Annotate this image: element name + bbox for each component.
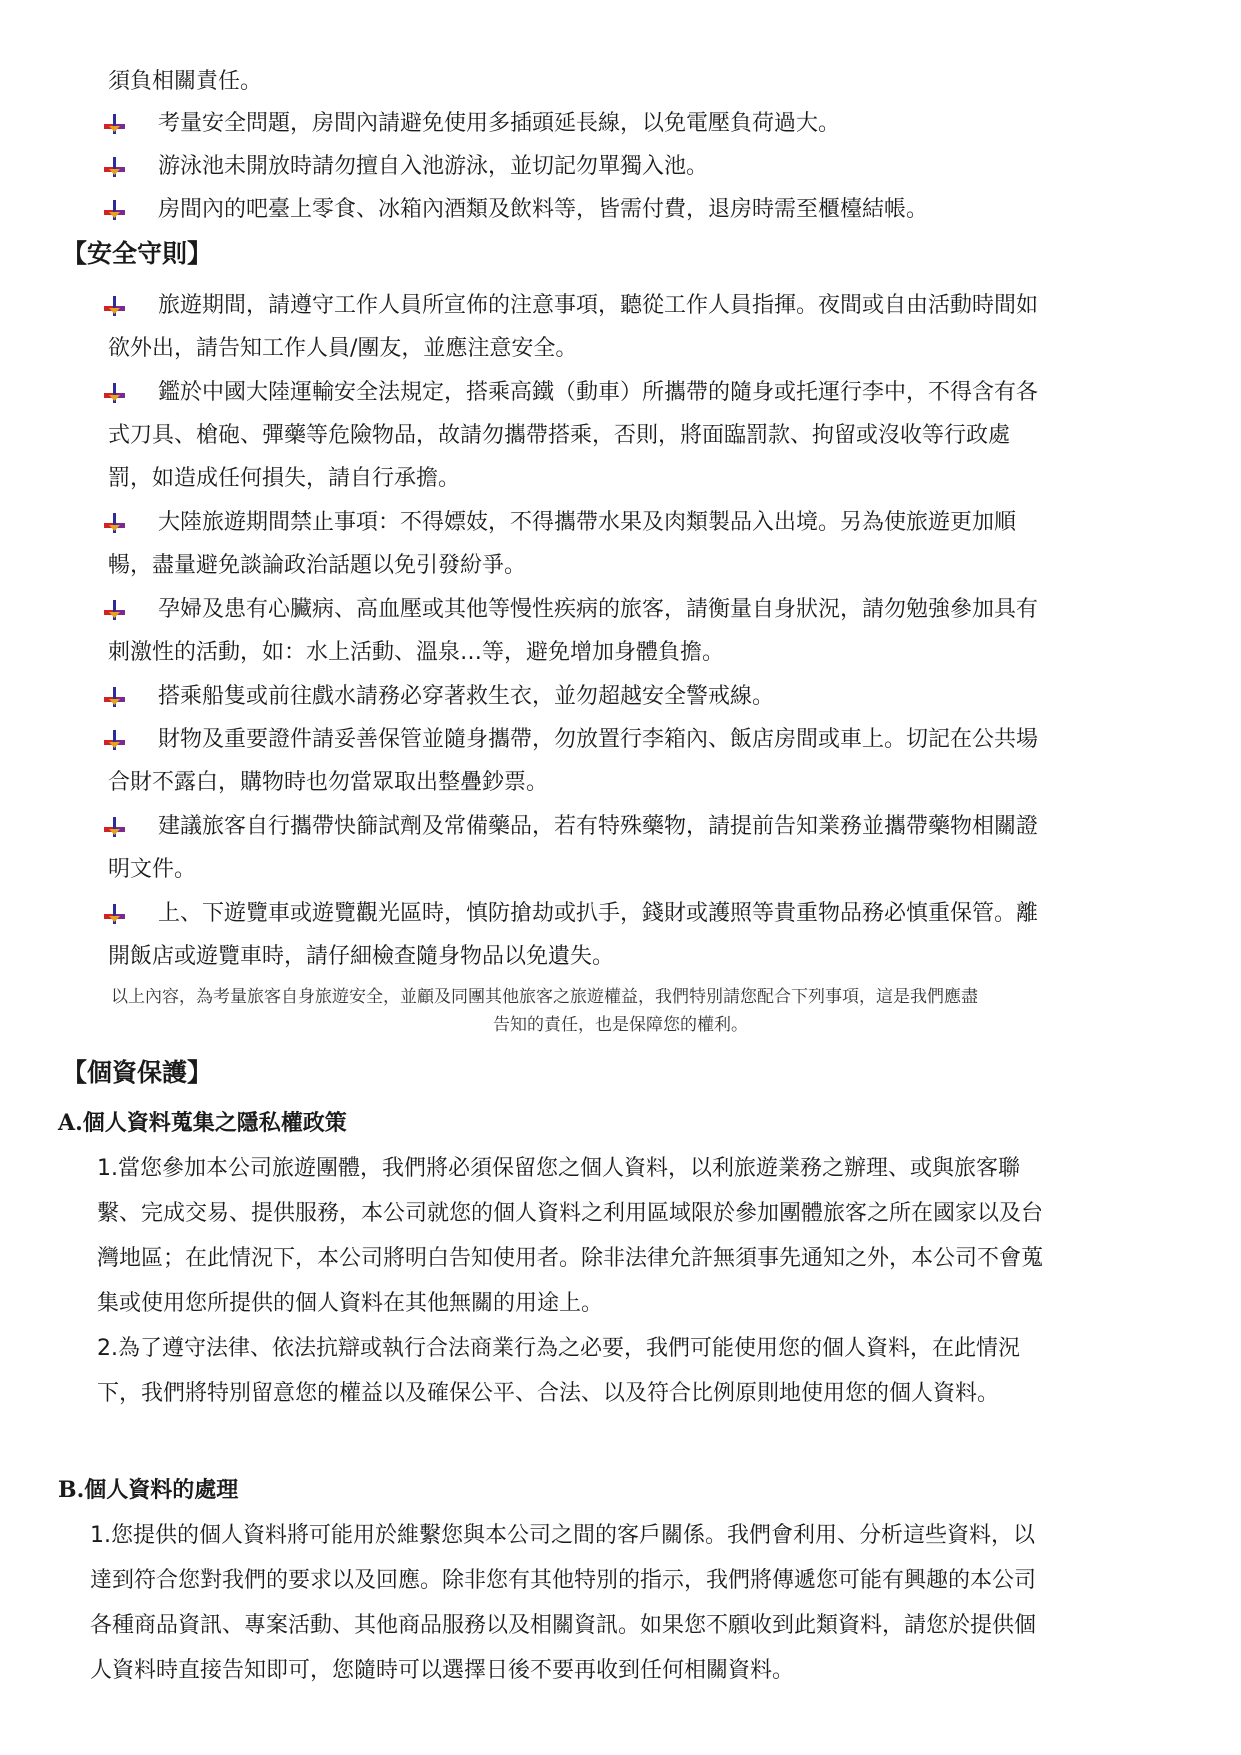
bullet-icon bbox=[102, 294, 126, 318]
safety-item-line: 搭乘船隻或前往戲水請務必穿著救生衣，並勿超越安全警戒線。 bbox=[158, 684, 775, 709]
safety-item-line: 孕婦及患有心臟病、高血壓或其他等慢性疾病的旅客，請衡量自身狀況，請勿勉強參加具有 bbox=[158, 597, 1039, 622]
continuation-text: 須負相關責任。 bbox=[108, 69, 263, 94]
bullet-icon bbox=[102, 902, 126, 926]
safety-item-line: 合財不露白，購物時也勿當眾取出整疊鈔票。 bbox=[108, 770, 549, 795]
bullet-icon bbox=[102, 198, 126, 222]
safety-item-line: 式刀具、槍砲、彈藥等危險物品，故請勿攜帶搭乘，否則，將面臨罰款、拘留或沒收等行政處 bbox=[108, 423, 1011, 448]
privacy-heading: 【個資保護】 bbox=[62, 1058, 213, 1087]
safety-item-line: 刺激性的活動，如：水上活動、溫泉…等，避免增加身體負擔。 bbox=[108, 640, 725, 665]
paragraph-line: 集或使用您所提供的個人資料在其他無關的用途上。 bbox=[97, 1291, 604, 1316]
paragraph-line: 達到符合您對我們的要求以及回應。除非您有其他特別的指示，我們將傳遞您可能有興趣的本公司 bbox=[90, 1568, 1037, 1593]
safety-item-line: 罰，如造成任何損失，請自行承擔。 bbox=[108, 466, 461, 491]
top-bullet-text: 房間內的吧臺上零食、冰箱內酒類及飲料等，皆需付費，退房時需至櫃檯結帳。 bbox=[158, 197, 929, 222]
safety-item-line: 欲外出，請告知工作人員/團友，並應注意安全。 bbox=[108, 336, 578, 361]
paragraph-line: 2.為了遵守法律、依法抗辯或執行合法商業行為之必要，我們可能使用您的個人資料，在此情況 bbox=[97, 1336, 1020, 1361]
safety-note: 告知的責任，也是保障您的權利。 bbox=[493, 1015, 748, 1035]
section-b-title: B.個人資料的處理 bbox=[58, 1477, 239, 1503]
safety-item-line: 旅遊期間，請遵守工作人員所宣佈的注意事項，聽從工作人員指揮。夜間或自由活動時間如 bbox=[158, 293, 1039, 318]
safety-item-line: 鑑於中國大陸運輸安全法規定，搭乘高鐵（動車）所攜帶的隨身或托運行李中，不得含有各 bbox=[158, 380, 1039, 405]
top-bullet-text: 考量安全問題，房間內請避免使用多插頭延長線，以免電壓負荷過大。 bbox=[158, 111, 841, 136]
paragraph-line: 人資料時直接告知即可，您隨時可以選擇日後不要再收到任何相關資料。 bbox=[90, 1658, 795, 1683]
paragraph-line: 繫、完成交易、提供服務，本公司就您的個人資料之利用區域限於參加團體旅客之所在國家以及台 bbox=[97, 1201, 1044, 1226]
section-a-title: A.個人資料蒐集之隱私權政策 bbox=[58, 1110, 347, 1136]
bullet-icon bbox=[102, 511, 126, 535]
bullet-icon bbox=[102, 598, 126, 622]
paragraph-line: 下，我們將特別留意您的權益以及確保公平、合法、以及符合比例原則地使用您的個人資料。 bbox=[97, 1381, 1000, 1406]
bullet-icon bbox=[102, 155, 126, 179]
safety-item-line: 暢，盡量避免談論政治話題以免引發紛爭。 bbox=[108, 553, 527, 578]
safety-item-line: 大陸旅遊期間禁止事項：不得嫖妓，不得攜帶水果及肉類製品入出境。另為使旅遊更加順 bbox=[158, 510, 1017, 535]
safety-item-line: 上、下遊覽車或遊覽觀光區時，慎防搶劫或扒手，錢財或護照等貴重物品務必慎重保管。離 bbox=[158, 901, 1039, 926]
bullet-icon bbox=[102, 381, 126, 405]
paragraph-line: 1.您提供的個人資料將可能用於維繫您與本公司之間的客戶關係。我們會利用、分析這些資料，以 bbox=[90, 1523, 1035, 1548]
bullet-icon bbox=[102, 728, 126, 752]
safety-note: 以上內容，為考量旅客自身旅遊安全，並顧及同團其他旅客之旅遊權益，我們特別請您配合下列事項，這是我們應盡 bbox=[111, 987, 978, 1007]
safety-item-line: 財物及重要證件請妥善保管並隨身攜帶，勿放置行李箱內、飯店房間或車上。切記在公共場 bbox=[158, 727, 1039, 752]
bullet-icon bbox=[102, 685, 126, 709]
bullet-icon bbox=[102, 815, 126, 839]
safety-item-line: 明文件。 bbox=[108, 857, 197, 882]
paragraph-line: 各種商品資訊、專案活動、其他商品服務以及相關資訊。如果您不願收到此類資料，請您於提供個 bbox=[90, 1613, 1037, 1638]
top-bullet-text: 游泳池未開放時請勿擅自入池游泳，並切記勿單獨入池。 bbox=[158, 154, 709, 179]
paragraph-line: 1.當您參加本公司旅遊團體，我們將必須保留您之個人資料，以利旅遊業務之辦理、或與旅客聯 bbox=[97, 1156, 1020, 1181]
paragraph-line: 灣地區；在此情況下，本公司將明白告知使用者。除非法律允許無須事先通知之外，本公司不會蒐 bbox=[97, 1246, 1044, 1271]
bullet-icon bbox=[102, 112, 126, 136]
safety-item-line: 開飯店或遊覽車時，請仔細檢查隨身物品以免遺失。 bbox=[108, 944, 615, 969]
safety-heading: 【安全守則】 bbox=[62, 239, 213, 268]
safety-item-line: 建議旅客自行攜帶快篩試劑及常備藥品，若有特殊藥物，請提前告知業務並攜帶藥物相關證 bbox=[158, 814, 1039, 839]
